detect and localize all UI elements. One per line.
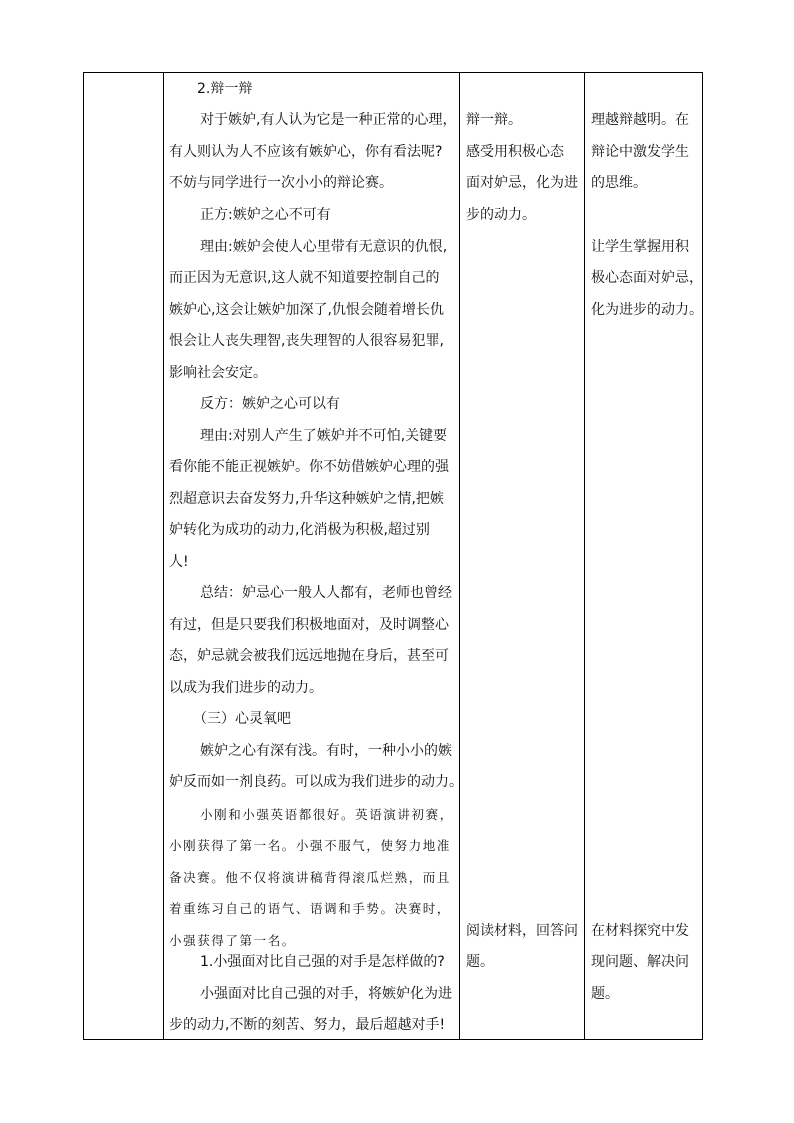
intent-note-line: 理越辩越明。在	[591, 112, 689, 128]
student-note-line: 题。	[466, 954, 494, 970]
pro-reason-line: 嫉妒心,这会让嫉妒加深了,仇恨会随着增长仇	[169, 302, 444, 318]
story-line: 小刚获得了第一名。小强不服气，使努力地准	[169, 838, 452, 853]
student-note-line: 阅读材料，回答问	[466, 923, 578, 939]
con-reason-line: 烈超意识去奋发努力,升华这种嫉妒之情,把嫉	[169, 491, 444, 507]
pro-side-title: 正方:嫉妒之心不可有	[200, 207, 331, 223]
intent-note-line: 辩论中激发学生	[591, 144, 689, 160]
oxygen-line: 妒反而如一剂良药。可以成为我们进步的动力。	[169, 774, 463, 790]
section-title: （三）心灵氧吧	[193, 711, 291, 727]
pro-reason-line: 恨会让人丧失理智,丧失理智的人很容易犯罪,	[169, 333, 444, 349]
pro-reason-line: 影响社会安定。	[169, 365, 267, 381]
summary-line: 有过，但是只要我们积极地面对，及时调整心	[169, 617, 449, 633]
summary-line: 以成为我们进步的动力。	[169, 680, 323, 696]
intent-note-line: 让学生掌握用积	[591, 239, 689, 255]
con-reason-line: 妒转化为成功的动力,化消极为积极,超过别	[169, 522, 430, 538]
student-note-line: 步的动力。	[466, 207, 536, 223]
debate-heading: 2.辩一辩	[197, 81, 253, 97]
intro-line: 有人则认为人不应该有嫉妒心，你有看法呢?	[169, 144, 443, 160]
student-note-line: 面对妒忌，化为进	[466, 175, 578, 191]
answer-line: 小强面对比自己强的对手，将嫉妒化为进	[200, 986, 452, 1002]
story-line: 备决赛。他不仅将演讲稿背得滚瓜烂熟，而且	[169, 870, 452, 885]
student-note-line: 辩一辩。	[466, 112, 522, 128]
intent-note-line: 化为进步的动力。	[591, 302, 703, 318]
lesson-plan-table	[83, 72, 703, 1040]
story-line: 小强获得了第一名。	[169, 933, 296, 948]
teacher-activity-column	[163, 73, 463, 1039]
oxygen-line: 嫉妒之心有深有浅。有时，一种小小的嫉	[200, 743, 452, 759]
summary-line: 态，妒忌就会被我们远远地抛在身后，甚至可	[169, 648, 449, 664]
stage-column	[84, 73, 163, 1039]
story-line: 着重练习自己的语气、语调和手势。决赛时，	[169, 901, 452, 916]
student-note-line: 感受用积极心态	[466, 144, 564, 160]
design-intent-column	[584, 73, 702, 1039]
intent-note-line: 的思维。	[591, 175, 647, 191]
pro-reason-line: 而正因为无意识,这人就不知道要控制自己的	[169, 270, 440, 286]
summary-line: 总结：妒忌心一般人人都有，老师也曾经	[200, 585, 452, 601]
intro-line: 不妨与同学进行一次小小的辩论赛。	[169, 175, 393, 191]
intent-note-line: 在材料探究中发	[591, 923, 689, 939]
story-line: 小刚和小强英语都很好。英语演讲初赛，	[200, 807, 454, 822]
con-side-title: 反方：嫉妒之心可以有	[200, 396, 340, 412]
intent-note-line: 现问题、解决问	[591, 954, 689, 970]
intent-note-line: 极心态面对妒忌，	[591, 270, 703, 286]
intent-note-line: 题。	[591, 986, 619, 1002]
pro-reason-line: 理由:嫉妒会使人心里带有无意识的仇恨,	[200, 239, 448, 255]
answer-line: 步的动力,不断的刻苦、努力，最后超越对手!	[169, 1017, 446, 1033]
con-reason-line: 看你能不能正视嫉妒。你不妨借嫉妒心理的强	[169, 459, 449, 475]
con-reason-line: 理由:对别人产生了嫉妒并不可怕,关键要	[200, 428, 448, 444]
question-line: 1.小强面对比自己强的对手是怎样做的?	[200, 954, 445, 970]
intro-line: 对于嫉妒,有人认为它是一种正常的心理，	[200, 112, 457, 128]
con-reason-line: 人!	[169, 554, 189, 570]
student-activity-column	[459, 73, 584, 1039]
